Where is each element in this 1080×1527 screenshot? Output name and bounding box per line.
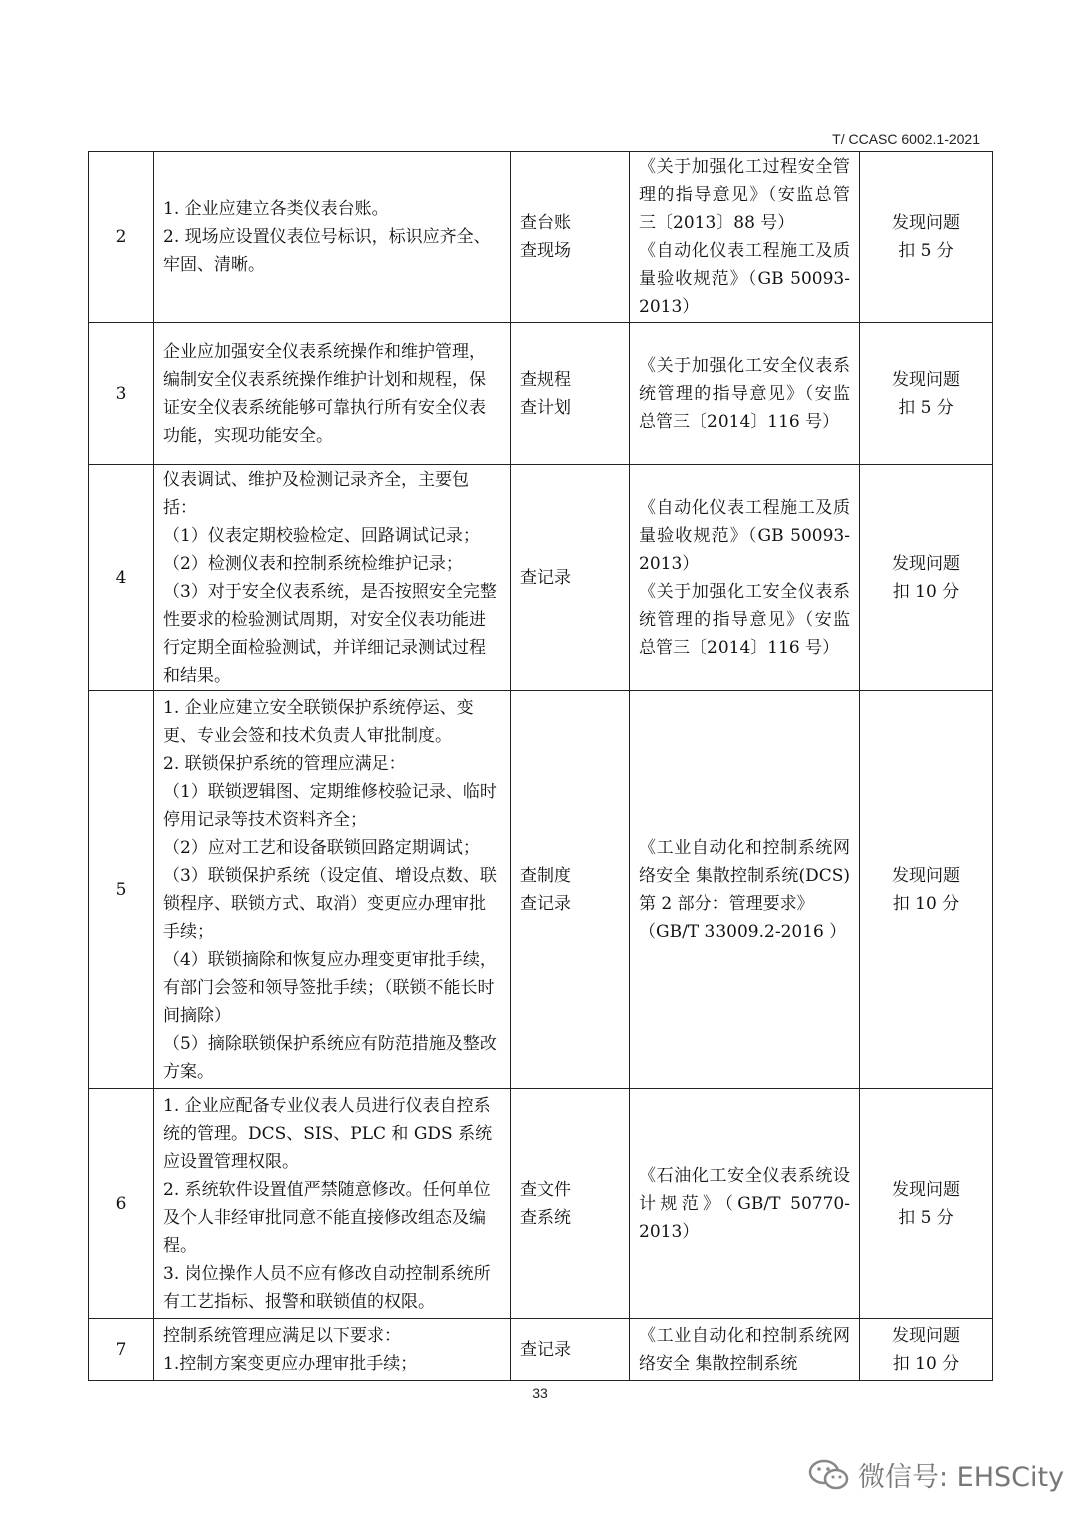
table-row (89, 465, 993, 691)
basis-cell-line: 《工业自动化和控制系统网络安全 集散控制系统(DCS) 第 2 部分：管理要求》 (639, 837, 850, 914)
check-method-cell-line: 查系统 (520, 1207, 571, 1228)
requirement-cell-line: 2. 联锁保护系统的管理应满足： (163, 753, 406, 774)
check-method-cell (511, 1319, 630, 1381)
requirement-cell (154, 1319, 511, 1381)
score-cell (860, 1319, 993, 1381)
check-method-cell-line: 查记录 (520, 1339, 571, 1360)
score-cell-line: 扣 5 分 (898, 241, 954, 261)
table-body (89, 152, 993, 1381)
requirement-cell-line: 1. 企业应配备专业仪表人员进行仪表自控系统的管理。DCS、SIS、PLC 和 GDS 系统应设置管理权限。 (163, 1095, 493, 1172)
basis-cell (630, 152, 860, 323)
table-row (89, 1089, 993, 1319)
score-cell-line: 扣 5 分 (898, 397, 954, 418)
requirement-cell-line: 1. 企业应建立各类仪表台账。 (163, 199, 389, 219)
basis-cell-line: 《关于加强化工安全仪表系统管理的指导意见》（安监总管三〔2014〕116 号） (639, 355, 850, 432)
requirement-cell-line: （1）联锁逻辑图、定期维修校验记录、临时停用记录等技术资料齐全； (163, 781, 497, 830)
check-method-cell-line: 查制度 (520, 865, 571, 886)
table-row (89, 691, 993, 1089)
check-method-cell-line: 查记录 (520, 567, 571, 588)
row-number: 4 (89, 465, 154, 691)
table-row (89, 1319, 993, 1381)
check-method-cell-line: 查规程 (520, 369, 571, 390)
row-number: 3 (89, 323, 154, 465)
check-method-cell (511, 152, 630, 323)
requirement-cell-line: （4）联锁摘除和恢复应办理变更审批手续，有部门会签和领导签批手续；（联锁不能长时间摘除） (163, 949, 497, 1026)
score-cell-line: 发现问题 (892, 865, 960, 886)
score-cell-line: 发现问题 (892, 553, 960, 574)
requirement-cell-line: 1. 企业应建立安全联锁保护系统停运、变更、专业会签和技术负责人审批制度。 (163, 697, 474, 746)
requirement-cell-line: 企业应加强安全仪表系统操作和维护管理，编制安全仪表系统操作维护计划和规程，保证安全仪表系统能够可靠执行所有安全仪表功能，实现功能安全。 (163, 341, 486, 446)
basis-cell (630, 1089, 860, 1319)
score-cell-line: 扣 10 分 (892, 1353, 960, 1374)
check-method-cell (511, 1089, 630, 1319)
requirement-cell (154, 152, 511, 323)
basis-cell-line: （GB/T 33009.2-2016 ） (639, 921, 847, 942)
score-cell (860, 691, 993, 1089)
basis-cell-line: 《工业自动化和控制系统网络安全 集散控制系统 (639, 1325, 850, 1374)
score-cell-line: 发现问题 (892, 1325, 960, 1346)
requirement-cell-line: 2. 现场应设置仪表位号标识，标识应齐全、牢固、清晰。 (163, 227, 491, 275)
requirement-cell-line: （5）摘除联锁保护系统应有防范措施及整改方案。 (163, 1033, 497, 1082)
row-number: 5 (89, 691, 154, 1089)
requirement-cell-line: （3）联锁保护系统（设定值、增设点数、联锁程序、联锁方式、取消）变更应办理审批手续； (163, 865, 497, 942)
check-method-cell-line: 查台账 (520, 213, 571, 233)
row-number: 7 (89, 1319, 154, 1381)
requirement-cell-line: （3）对于安全仪表系统，是否按照安全完整性要求的检验测试周期，对安全仪表功能进行定期全面检验测试，并详细记录测试过程和结果。 (163, 581, 497, 686)
basis-cell-line: 《石油化工安全仪表系统设计规范》（GB/T 50770-2013） (639, 1165, 850, 1242)
requirement-cell (154, 323, 511, 465)
wechat-icon (808, 1458, 850, 1492)
basis-cell (630, 691, 860, 1089)
page-number: 33 (532, 1385, 548, 1401)
basis-cell-line: 《关于加强化工安全仪表系统管理的指导意见》（安监总管三〔2014〕116 号） (639, 581, 850, 658)
score-cell (860, 1089, 993, 1319)
basis-cell (630, 1319, 860, 1381)
score-cell-line: 发现问题 (892, 213, 960, 233)
table-row (89, 323, 993, 465)
score-cell-line: 发现问题 (892, 1179, 960, 1200)
check-method-cell-line: 查计划 (520, 397, 571, 418)
basis-cell-line: 《自动化仪表工程施工及质量验收规范》（GB 50093-2013） (639, 241, 850, 317)
requirement-cell-line: 仪表调试、维护及检测记录齐全，主要包括： (163, 469, 469, 518)
inspection-table (88, 151, 993, 1381)
requirement-cell (154, 465, 511, 691)
requirement-cell-line: 2. 系统软件设置值严禁随意修改。任何单位及个人非经审批同意不能直接修改组态及编程。 (163, 1179, 491, 1256)
score-cell (860, 465, 993, 691)
basis-cell-line: 《自动化仪表工程施工及质量验收规范》（GB 50093-2013） (639, 497, 850, 574)
watermark-text: 微信号: EHSCity (858, 1462, 1065, 1493)
score-cell (860, 152, 993, 323)
table-row (89, 152, 993, 323)
requirement-cell-line: 控制系统管理应满足以下要求： (163, 1325, 401, 1346)
requirement-cell-line: 1.控制方案变更应办理审批手续； (163, 1353, 418, 1374)
check-method-cell (511, 691, 630, 1089)
row-number: 6 (89, 1089, 154, 1319)
check-method-cell-line: 查记录 (520, 893, 571, 914)
requirement-cell-line: （2）检测仪表和控制系统检维护记录； (163, 553, 463, 574)
score-cell (860, 323, 993, 465)
requirement-cell-line: （2）应对工艺和设备联锁回路定期调试； (163, 837, 480, 858)
score-cell-line: 扣 10 分 (892, 893, 960, 914)
check-method-cell-line: 查现场 (520, 241, 571, 261)
score-cell-line: 扣 5 分 (898, 1207, 954, 1228)
check-method-cell (511, 323, 630, 465)
watermark (808, 1455, 1064, 1494)
document-code: T/ CCASC 6002.1-2021 (832, 131, 980, 147)
basis-cell (630, 323, 860, 465)
basis-cell (630, 465, 860, 691)
check-method-cell-line: 查文件 (520, 1179, 571, 1200)
score-cell-line: 扣 10 分 (892, 581, 960, 602)
requirement-cell (154, 1089, 511, 1319)
requirement-cell-line: 3. 岗位操作人员不应有修改自动控制系统所有工艺指标、报警和联锁值的权限。 (163, 1263, 491, 1312)
requirement-cell-line: （1）仪表定期校验检定、回路调试记录； (163, 525, 480, 546)
check-method-cell (511, 465, 630, 691)
row-number: 2 (89, 152, 154, 323)
requirement-cell (154, 691, 511, 1089)
score-cell-line: 发现问题 (892, 369, 960, 390)
basis-cell-line: 《关于加强化工过程安全管理的指导意见》（安监总管三〔2013〕88 号） (639, 157, 850, 233)
